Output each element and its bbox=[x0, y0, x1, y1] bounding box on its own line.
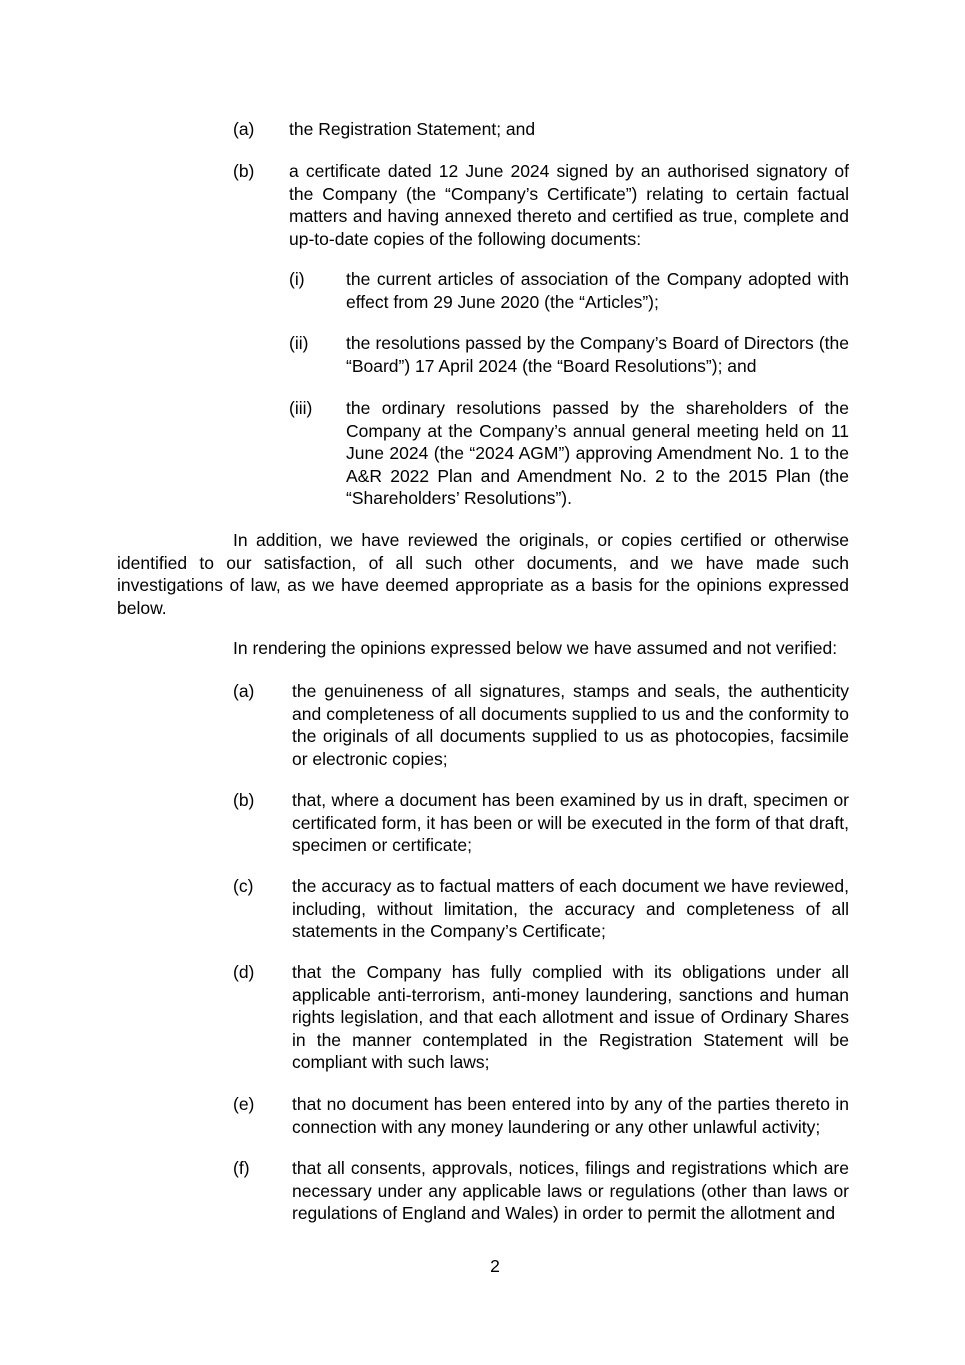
list-item-text: that the Company has fully complied with its obligations under all applicable anti-terrorism, anti-money laundering, sanctions and human rights legislation, and that each allotment and issue of Ordinary Shares in the manner contemplated in the Registration Statement will be compliant with such laws; bbox=[292, 962, 849, 1072]
list-item-text: that, where a document has been examined by us in draft, specimen or certificated form, it has been or will be executed in the form of that draft, specimen or certificate; bbox=[292, 790, 849, 855]
list-item-label: (a) bbox=[233, 681, 255, 701]
sub-list-item-text: the ordinary resolutions passed by the shareholders of the Company at the Company’s annual general meeting held on 11 June 2024 (the “2024 AGM”) approving Amendment No. 1 to the A&R 2022 Plan and Amendment No. 2 to the 2015 Plan (the “Shareholders’ Resolutions”). bbox=[346, 398, 849, 508]
sub-list-item-text: the current articles of association of the Company adopted with effect from 29 June 2020 (the “Articles”); bbox=[346, 269, 849, 312]
list-item-label: (d) bbox=[233, 962, 255, 982]
list-item-label: (f) bbox=[233, 1158, 250, 1178]
list-item bbox=[233, 1093, 849, 1139]
list-item bbox=[233, 680, 849, 772]
sub-list-item bbox=[289, 397, 849, 511]
list-item-text: that all consents, approvals, notices, filings and registrations which are necessary under any applicable laws or regulations (other than laws or regulations of England and Wales) in order to permit the allotment and bbox=[292, 1158, 849, 1223]
list-item-text: the genuineness of all signatures, stamps and seals, the authenticity and completeness of all documents supplied to us and the conformity to the originals of all documents supplied to us as photocopies, facsimile or electronic copies; bbox=[292, 681, 849, 769]
list-item-label: (b) bbox=[233, 161, 255, 181]
list-item-label: (e) bbox=[233, 1094, 255, 1114]
list-item bbox=[233, 118, 849, 142]
list-item-text: that no document has been entered into by any of the parties thereto in connection with any money laundering or any other unlawful activity; bbox=[292, 1094, 849, 1137]
list-item bbox=[233, 875, 849, 945]
sub-list-item-text: the resolutions passed by the Company’s Board of Directors (the “Board”) 17 April 2024 (the “Board Resolutions”); and bbox=[346, 333, 849, 376]
sub-list-item-label: (i) bbox=[289, 269, 305, 289]
paragraph-assumptions-intro: In rendering the opinions expressed below we have assumed and not verified: bbox=[233, 638, 838, 658]
list-item bbox=[233, 1157, 849, 1227]
list-item-text: a certificate dated 12 June 2024 signed by an authorised signatory of the Company (the “Company’s Certificate”) relating to certain factual matters and having annexed thereto and certified as true, complete and up-to-date copies of the following documents: bbox=[289, 161, 849, 249]
sub-list-item bbox=[289, 268, 849, 314]
list-item bbox=[233, 789, 849, 859]
sub-list-item-label: (ii) bbox=[289, 333, 309, 353]
list-item bbox=[233, 961, 849, 1075]
paragraph-addition: In addition, we have reviewed the originals, or copies certified or otherwise identified to our satisfaction, of all such other documents, and we have made such investigations of law, as we have deemed appropriate as a basis for the opinions expressed below. bbox=[117, 530, 849, 618]
sub-list-item bbox=[289, 332, 849, 378]
list-item bbox=[233, 160, 849, 252]
list-item-text: the accuracy as to factual matters of each document we have reviewed, including, without limitation, the accuracy and completeness of all statements in the Company’s Certificate; bbox=[292, 876, 849, 941]
sub-list-item-label: (iii) bbox=[289, 398, 313, 418]
list-item-text: the Registration Statement; and bbox=[289, 119, 536, 139]
list-item-label: (a) bbox=[233, 119, 255, 139]
list-item-label: (c) bbox=[233, 876, 254, 896]
list-item-label: (b) bbox=[233, 790, 255, 810]
page-number: 2 bbox=[490, 1256, 500, 1276]
